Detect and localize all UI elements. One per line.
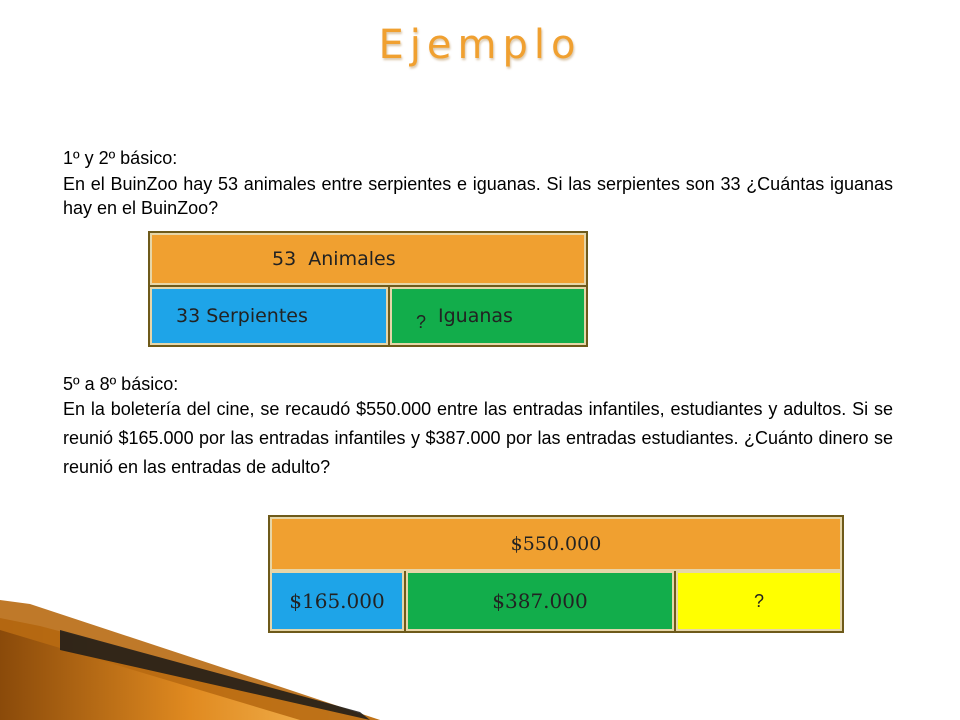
adultos-label: ? (753, 590, 764, 611)
total-money-bar (270, 517, 842, 571)
infantiles-label: $165.000 (289, 589, 385, 613)
section1-heading: 1º y 2º básico: (63, 148, 178, 168)
iguanas-label: Iguanas (438, 305, 513, 327)
serpientes-label: 33 Serpientes (176, 305, 308, 327)
section1-problem: En el BuinZoo hay 53 animales entre serpientes e iguanas. Si las serpientes son 33 ¿Cuántas iguanas hay en el BuinZoo? (63, 174, 893, 218)
estudiantes-label: $387.000 (492, 589, 588, 613)
total-money-label: $550.000 (510, 533, 602, 555)
iguanas-question: ? (416, 311, 427, 332)
section2-problem: En la boletería del cine, se recaudó $550.000 entre las entradas infantiles, estudiantes y adultos. Si se reunió $165.000 por las entradas infantiles y $387.000 por las entradas estudiantes. ¿Cuánto dinero se reunió en las entradas de adulto? (63, 399, 893, 477)
estudiantes-bar (406, 571, 674, 631)
total-animals-label: 53 Animales (272, 248, 396, 270)
section2-heading: 5º a 8º básico: (63, 374, 179, 394)
adultos-bar (676, 571, 842, 631)
bar-model-1 (148, 231, 588, 347)
iguanas-bar (390, 287, 586, 345)
slide-title: Ejemplo (378, 22, 582, 68)
total-animals-bar (150, 233, 586, 285)
serpientes-bar (150, 287, 388, 345)
decorative-ribbon (0, 590, 420, 720)
